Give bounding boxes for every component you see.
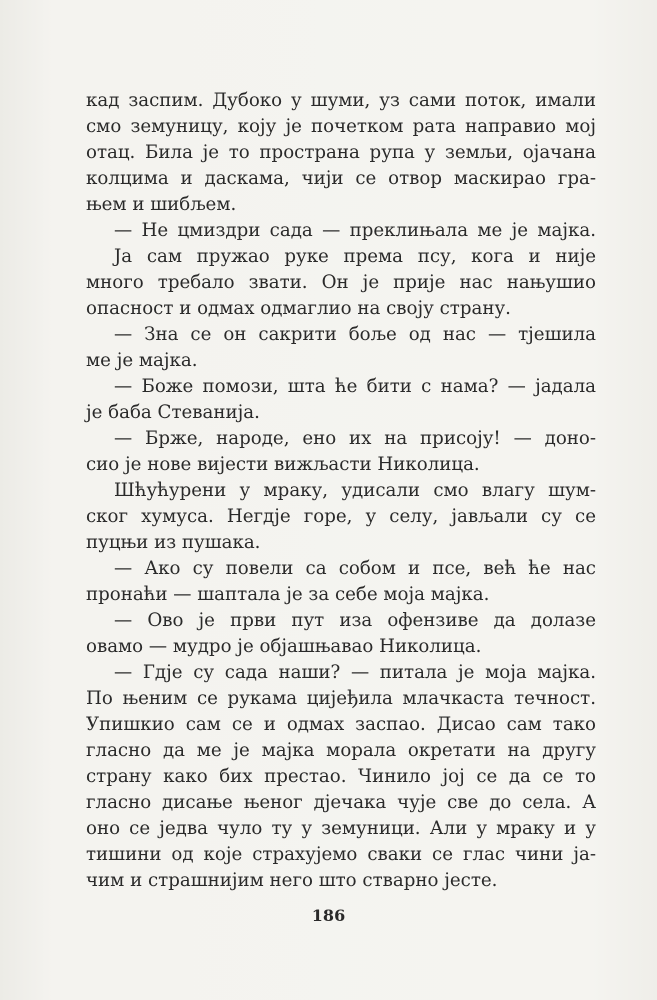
text-line-5: њем и шибљем. [86,194,237,215]
text-line-17: ског хумуса. Негдје горе, у селу, јављали су се [86,506,596,527]
text-line-1: кад заспим. Дубоко у шуми, уз сами поток, имали [86,90,596,111]
text-line-12: — Боже помози, шта ће бити с нама? — јадала [114,376,596,397]
text-line-14: — Брже, народе, ено их на присоју! — доно- [114,428,596,449]
text-line-28: гласно дисање њеног дјечака чује све до села. А [86,792,596,813]
text-line-31: чим и страшнијим него што стварно јесте. [86,870,498,891]
text-line-19: — Ако су повели са собом и псе, већ ће нас [114,558,596,579]
text-line-15: сио је нове вијести вижљасти Николица. [86,454,480,475]
text-line-2: смо земуницу, коју је почетком рата направио мој [86,116,596,137]
text-line-21: — Ово је први пут иза офензиве да долазе [114,610,596,631]
text-line-25: Упишкио сам се и одмах заспао. Дисао сам тако [86,714,596,735]
text-line-10: — Зна се он сакрити боље од нас — тјешила [114,324,596,345]
text-line-3: отац. Била је то пространа рупа у земљи, ојачана [86,142,596,163]
text-line-23: — Гдје су сада наши? — питала је моја мајка. [114,662,596,683]
text-line-20: пронаћи — шаптала је за себе моја мајка. [86,584,490,605]
text-line-9: опасност и одмах одмаглио на своју страну. [86,298,511,319]
page-number: 186 [311,906,346,925]
text-line-29: оно се једва чуло ту у земуници. Али у мраку и у [86,818,596,839]
text-line-16: Шћућурени у мраку, удисали смо влагу шум- [114,480,596,501]
text-line-13: је баба Стеванија. [86,402,260,423]
text-line-8: много требало звати. Он је прије нас нањушио [86,272,596,293]
text-line-22: овамо — мудро је објашњавао Николица. [86,636,482,657]
text-line-24: По њеним се рукама цијеђила млачкаста течност. [86,688,596,709]
text-line-30: тишини од које страхујемо сваки се глас чини ја- [86,844,596,865]
text-line-7: Ја сам пружао руке према псу, кога и није [114,246,596,267]
text-line-18: пуцњи из пушака. [86,532,261,553]
text-line-6: — Не цмиздри сада — преклињала ме је мајка. [114,220,596,241]
text-line-4: колцима и даскама, чији се отвор маскирао гра- [86,168,596,189]
text-line-27: страну како бих престао. Чинило јој се да се то [86,766,596,787]
text-line-26: гласно да ме је мајка морала окретати на другу [86,740,596,761]
text-line-11: ме је мајка. [86,350,198,371]
